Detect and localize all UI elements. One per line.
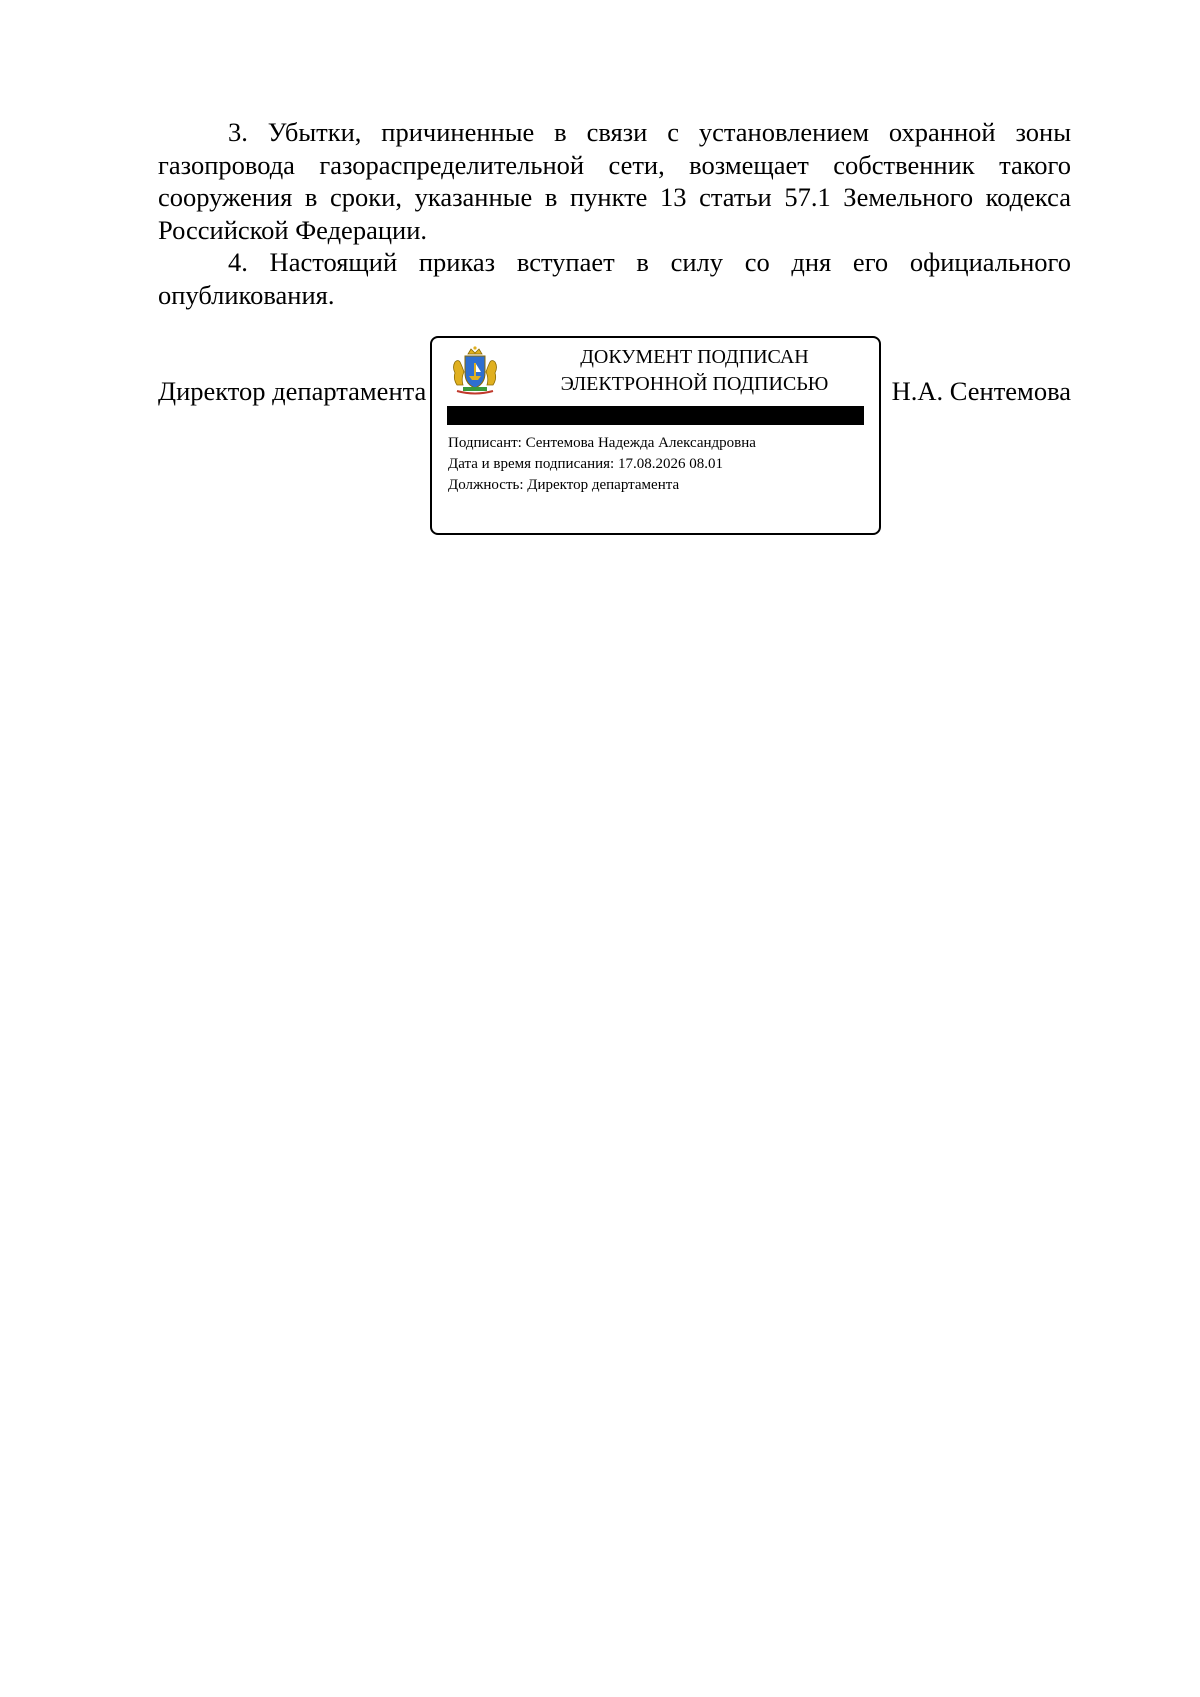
stamp-datetime: Дата и время подписания: 17.08.2026 08.01 xyxy=(448,456,723,472)
paragraph-4 xyxy=(158,246,1071,311)
stamp-title-line-2: ЭЛЕКТРОННОЙ ПОДПИСЬЮ xyxy=(560,373,829,395)
certificate-bar xyxy=(447,406,864,425)
paragraph-4-text: 4. Настоящий приказ вступает в силу со дня его официального опубликования. xyxy=(158,247,1071,310)
paragraph-3-text: 3. Убытки, причиненные в связи с установлением охранной зоны газопровода газораспределительной сети, возмещает собственник такого сооружения в сроки, указанные в пункте 13 статьи 57.1 Земельного кодекса Российской Федерации. xyxy=(158,117,1071,245)
paragraph-3 xyxy=(158,116,1071,246)
signer-position: Директор департамента xyxy=(158,376,427,406)
signer-name: Н.А. Сентемова xyxy=(891,376,1071,406)
stamp-role: Должность: Директор департамента xyxy=(448,477,680,493)
stamp-signer: Подписант: Сентемова Надежда Александровна xyxy=(448,435,756,451)
stamp-title-line-1: ДОКУМЕНТ ПОДПИСАН xyxy=(580,346,809,368)
stamp-details xyxy=(448,433,756,496)
coat-of-arms-icon xyxy=(449,345,501,397)
stamp-title xyxy=(532,344,857,398)
electronic-signature-stamp xyxy=(430,336,881,535)
